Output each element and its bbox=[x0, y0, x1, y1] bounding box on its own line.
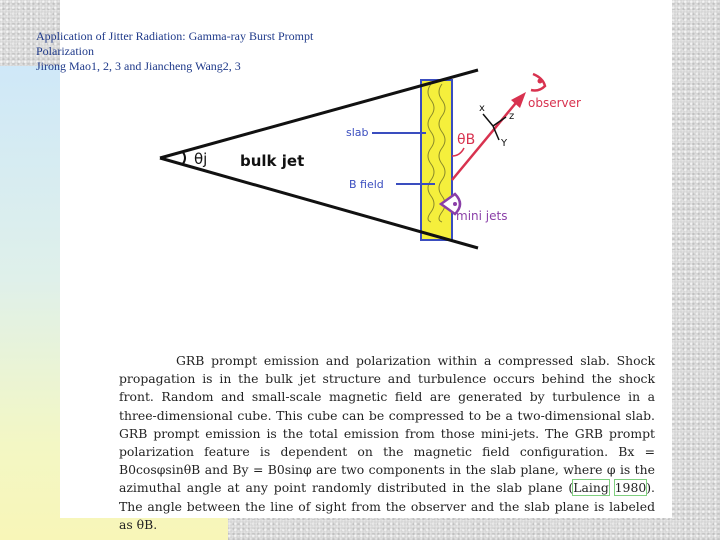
grb-slab-diagram bbox=[150, 62, 590, 262]
authors: Jirong Mao1, 2, 3 and Jiancheng Wang2, 3 bbox=[36, 59, 241, 73]
bulk-jet-label: bulk jet bbox=[240, 152, 305, 170]
caption-by: By = B0sinφ bbox=[232, 462, 312, 478]
theta-b-label: θB bbox=[457, 132, 476, 148]
observer-label: observer bbox=[528, 96, 581, 110]
title-line-2: Polarization bbox=[36, 44, 94, 58]
axis-y-label: Y bbox=[501, 138, 508, 149]
theta-j-arc bbox=[182, 151, 185, 165]
theta-b-arc bbox=[452, 148, 464, 156]
caption-paragraph bbox=[119, 352, 655, 534]
caption-part-2: are two components in the slab plane, where φ is the azimuthal angle at any point randomly distributed in the slab plane ( bbox=[119, 462, 655, 496]
caption-and: and bbox=[200, 462, 233, 478]
axis-z-label: z bbox=[509, 111, 515, 122]
citation-link-year[interactable]: 1980 bbox=[614, 480, 647, 496]
citation-link-author[interactable]: Laing bbox=[573, 480, 609, 496]
mini-jets-label: mini jets bbox=[456, 209, 508, 223]
theta-j-label: θj bbox=[194, 150, 208, 168]
observer-eye-icon bbox=[531, 74, 545, 91]
caption-bx: Bx = B0cosφsinθB bbox=[119, 444, 655, 478]
caption-part-1: GRB prompt emission and polarization within a compressed slab. Shock propagation is in the bulk jet structure and turbulence occurs behind the shock front. Random and small-scale magnetic field are generated by turbulence in a three-dimensional cube. This cube can be compressed to be a two-dimensional slab. GRB prompt emission is the total emission from those mini-jets. The GRB prompt polarization feature is dependent on the magnetic field configuration. bbox=[119, 353, 655, 460]
b-field-label: B field bbox=[349, 178, 384, 191]
title-line-1: Application of Jitter Radiation: Gamma-ray Burst Prompt bbox=[36, 29, 314, 43]
figure-caption bbox=[119, 352, 655, 534]
slab-rect bbox=[421, 80, 452, 240]
axis-x bbox=[483, 114, 493, 126]
slab-label: slab bbox=[346, 126, 369, 139]
caption-part-3: ). The angle between the line of sight from the observer and the slab plane is labeled as θB. bbox=[119, 480, 655, 532]
axis-x-label: x bbox=[479, 103, 485, 114]
